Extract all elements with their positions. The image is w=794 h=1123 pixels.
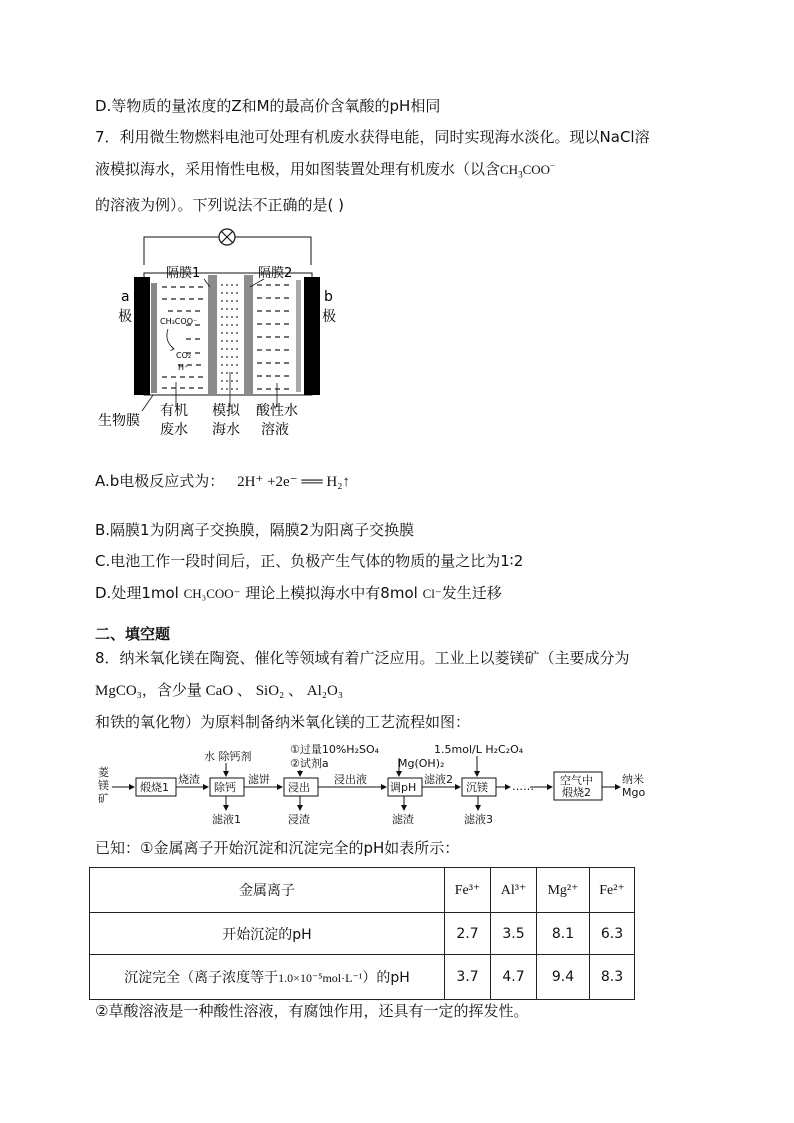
q7-option-a-equation: 2H⁺ +2e⁻ ══ H₂↑ xyxy=(237,474,350,490)
wastewater-label-1: 有机 xyxy=(160,403,188,419)
electrode-b-label: b xyxy=(324,289,333,305)
ion-mg2: Mg²⁺ xyxy=(537,868,590,913)
step4-label: 调pH xyxy=(390,781,417,794)
wastewater-label-2: 废水 xyxy=(160,422,188,438)
cell-vessel xyxy=(144,273,312,395)
step3-addition-b: ②试剂a xyxy=(290,757,329,770)
row1-fe3: 2.7 xyxy=(445,913,491,955)
electrode-b-label2: 极 xyxy=(322,309,336,325)
row1-fe2: 6.3 xyxy=(590,913,635,955)
q8-stem-line3: 和铁的氧化物）为原料制备纳米氧化镁的工艺流程如图： xyxy=(95,713,471,731)
species-acetate: CH₃COO⁻ xyxy=(160,317,198,326)
raw-material-1: 菱 xyxy=(98,766,109,779)
fuel-cell-diagram xyxy=(96,225,346,445)
arrow4-label: 滤液2 xyxy=(424,773,453,786)
q7-option-c: C.电池工作一段时间后，正、负极产生气体的物质的量之比为1∶2 xyxy=(95,552,524,570)
q8-known2: ②草酸溶液是一种酸性溶液，有腐蚀作用，还具有一定的挥发性。 xyxy=(95,1002,529,1020)
filtrate3-label: 滤液3 xyxy=(464,813,493,826)
leach-residue-label: 浸渣 xyxy=(288,813,310,826)
step3-label: 浸出 xyxy=(288,781,310,794)
metal-ion-ph-table xyxy=(89,867,635,1000)
q7-stem-line2 xyxy=(95,159,555,180)
q7-stem-line1: 7．利用微生物燃料电池可处理有机废水获得电能，同时实现海水淡化。现以NaCl溶 xyxy=(95,128,650,146)
electrode-a xyxy=(134,277,150,395)
seawater-label-1: 模拟 xyxy=(212,403,240,419)
row2-mg2: 9.4 xyxy=(537,955,590,1000)
q8-mgco3: MgCO₃ xyxy=(95,683,142,699)
q7-option-a-prefix: A.b电极反应式为： xyxy=(95,472,225,490)
q7-option-a xyxy=(95,471,350,492)
q8-stem-line2 xyxy=(95,680,343,701)
step6-label-2: 煅烧2 xyxy=(562,786,591,799)
q7-option-d xyxy=(95,583,502,604)
step6-label-1: 空气中 xyxy=(560,774,593,787)
step1-label: 煅烧1 xyxy=(140,781,169,794)
product-label-1: 纳米 xyxy=(622,773,644,786)
ion-fe2: Fe²⁺ xyxy=(590,868,635,913)
process-flow-diagram xyxy=(96,740,656,830)
membrane-1-label: 隔膜1 xyxy=(166,266,201,281)
step2-label: 除钙 xyxy=(214,781,236,794)
membrane-2-label: 隔膜2 xyxy=(258,266,293,281)
membrane-2 xyxy=(244,275,253,395)
q8-stem-line1: 8．纳米氧化镁在陶瓷、催化等领域有着广泛应用。工业上以菱镁矿（主要成分为 xyxy=(95,649,630,667)
electrode-b xyxy=(304,277,320,395)
row1-label: 开始沉淀的pH xyxy=(90,913,445,955)
ellipsis: …… xyxy=(512,780,534,793)
q7-option-d-prefix: D.处理1mol xyxy=(95,584,179,602)
filtrate1-label: 滤液1 xyxy=(212,813,241,826)
row2-al3: 4.7 xyxy=(491,955,537,1000)
membrane-1 xyxy=(208,275,217,395)
ion-al3: Al³⁺ xyxy=(491,868,537,913)
q7-option-d-mid: 理论上模拟海水中有8mol xyxy=(245,584,418,602)
step4-addition: Mg(OH)₂ xyxy=(398,757,445,770)
electrode-a-label: a xyxy=(121,289,130,305)
q8-al2o3: Al₂O₃ xyxy=(306,683,344,699)
q6-option-d: D.等物质的量浓度的Z和M的最高价含氧酸的pH相同 xyxy=(95,97,441,115)
q7-stem-line3: 的溶液为例）。下列说法不正确的是( ) xyxy=(95,196,344,214)
step2-additions: 水 除钙剂 xyxy=(204,750,252,763)
raw-material-3: 矿 xyxy=(98,792,109,805)
row1-al3: 3.5 xyxy=(491,913,537,955)
q8-sio2: SiO₂ xyxy=(255,683,285,699)
q8-sep2: 、 xyxy=(288,683,304,699)
q7-option-d-species: CH₃COO⁻ xyxy=(183,586,241,601)
raw-material-2: 镁 xyxy=(98,779,109,792)
seawater-label-2: 海水 xyxy=(212,422,240,438)
q7-option-d-tail: 发生迁移 xyxy=(441,584,502,602)
q8-stem-text: ，含少量 xyxy=(141,681,202,699)
q8-known-intro: 已知：①金属离子开始沉淀和沉淀完全的pH如表所示： xyxy=(95,839,460,857)
step5-label: 沉镁 xyxy=(466,781,488,794)
q8-cao: CaO xyxy=(205,683,234,699)
ion-fe3: Fe³⁺ xyxy=(445,868,491,913)
row2-fe2: 8.3 xyxy=(590,955,635,1000)
biofilm-layer xyxy=(151,283,157,393)
q7-option-b: B.隔膜1为阴离子交换膜，隔膜2为阳离子交换膜 xyxy=(95,521,415,539)
acid-solution-label-1: 酸性水 xyxy=(256,403,298,419)
q7-stem-line2-text: 液模拟海水，采用惰性电极，用如图装置处理有机废水（以含 xyxy=(95,160,501,178)
row1-mg2: 8.1 xyxy=(537,913,590,955)
row2-fe3: 3.7 xyxy=(445,955,491,1000)
residue-label: 滤渣 xyxy=(392,813,414,826)
acid-solution-label-2: 溶液 xyxy=(261,422,289,438)
species-h: H⁺ xyxy=(178,363,189,372)
product-label-2: Mgo xyxy=(622,786,646,799)
table-header: 金属离子 xyxy=(90,868,445,913)
biofilm-label: 生物膜 xyxy=(98,413,140,429)
arrow2-label: 滤饼 xyxy=(248,773,270,786)
q7-option-d-ion: Cl⁻ xyxy=(422,586,442,601)
species-co2: CO₂ xyxy=(176,351,192,360)
section-title: 二、填空题 xyxy=(95,625,171,643)
electrode-a-label2: 极 xyxy=(118,309,132,325)
arrow3-label: 浸出液 xyxy=(334,773,367,786)
arrow1-label: 烧渣 xyxy=(178,773,200,786)
q7-stem-species: $CH_3COO^-$ xyxy=(500,160,556,180)
step5-addition: 1.5mol/L H₂C₂O₄ xyxy=(434,743,524,756)
q8-sep1: 、 xyxy=(236,683,252,699)
step3-addition-a: ①过量10%H₂SO₄ xyxy=(290,743,380,756)
row2-label: 沉淀完全（离子浓度等于1.0×10⁻⁵mol·L⁻¹）的pH xyxy=(90,955,445,1000)
